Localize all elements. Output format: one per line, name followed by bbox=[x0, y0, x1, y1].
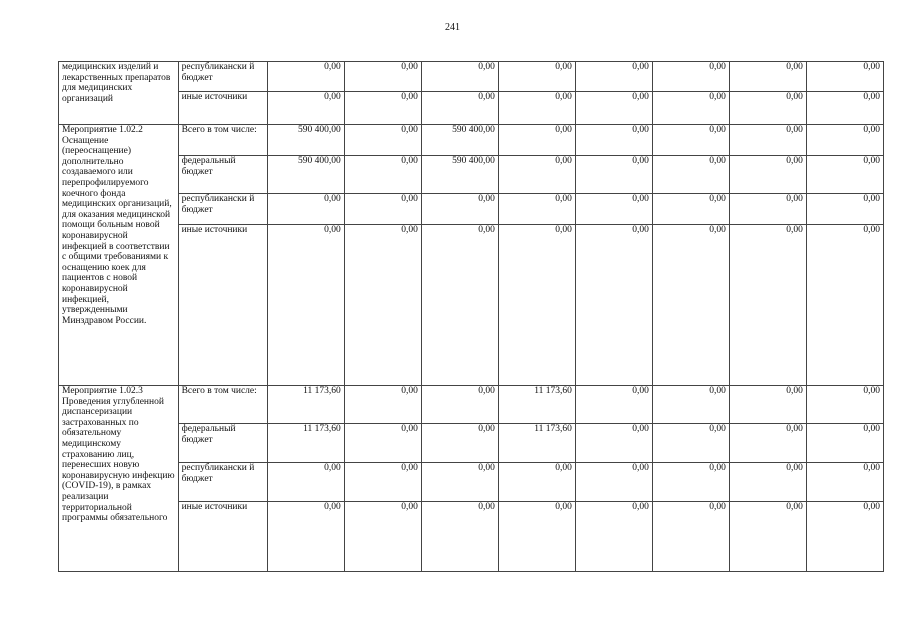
amount-cell: 590 400,00 bbox=[421, 156, 498, 194]
amount-cell: 0,00 bbox=[806, 225, 883, 386]
amount-cell: 0,00 bbox=[575, 386, 652, 424]
amount-cell: 0,00 bbox=[806, 62, 883, 92]
amount-cell: 0,00 bbox=[344, 386, 421, 424]
amount-cell: 0,00 bbox=[344, 424, 421, 463]
amount-cell: 0,00 bbox=[729, 194, 806, 225]
amount-cell: 0,00 bbox=[575, 92, 652, 125]
amount-cell: 0,00 bbox=[344, 62, 421, 92]
amount-cell: 0,00 bbox=[344, 502, 421, 572]
amount-cell: 0,00 bbox=[421, 502, 498, 572]
amount-cell: 0,00 bbox=[267, 463, 344, 502]
funding-source: Всего в том числе: bbox=[178, 386, 267, 424]
amount-cell: 0,00 bbox=[498, 125, 575, 156]
amount-cell: 0,00 bbox=[575, 62, 652, 92]
amount-cell: 0,00 bbox=[806, 424, 883, 463]
activity-description: Мероприятие 1.02.3 Проведения углубленной диспансеризации застрахованных по обязательному медицинскому страхованию лиц, перенесших новую коронавирусную инфекцию (COVID-19), в рамках реализации территориальной программы обязательного bbox=[59, 386, 179, 572]
amount-cell: 0,00 bbox=[652, 194, 729, 225]
amount-cell: 0,00 bbox=[575, 424, 652, 463]
amount-cell: 11 173,60 bbox=[498, 386, 575, 424]
table-row bbox=[59, 463, 884, 502]
table-row bbox=[59, 92, 884, 125]
table-row bbox=[59, 62, 884, 92]
amount-cell: 0,00 bbox=[421, 92, 498, 125]
amount-cell: 0,00 bbox=[652, 125, 729, 156]
amount-cell: 0,00 bbox=[421, 225, 498, 386]
amount-cell: 0,00 bbox=[806, 156, 883, 194]
amount-cell: 0,00 bbox=[729, 225, 806, 386]
amount-cell: 0,00 bbox=[729, 463, 806, 502]
amount-cell: 0,00 bbox=[498, 502, 575, 572]
amount-cell: 0,00 bbox=[652, 386, 729, 424]
amount-cell: 0,00 bbox=[729, 386, 806, 424]
amount-cell: 11 173,60 bbox=[267, 386, 344, 424]
table-row bbox=[59, 125, 884, 156]
amount-cell: 0,00 bbox=[421, 424, 498, 463]
amount-cell: 0,00 bbox=[344, 156, 421, 194]
amount-cell: 0,00 bbox=[498, 194, 575, 225]
amount-cell: 0,00 bbox=[806, 386, 883, 424]
amount-cell: 0,00 bbox=[806, 92, 883, 125]
funding-source: Всего в том числе: bbox=[178, 125, 267, 156]
amount-cell: 0,00 bbox=[267, 225, 344, 386]
amount-cell: 0,00 bbox=[498, 92, 575, 125]
amount-cell: 0,00 bbox=[652, 463, 729, 502]
amount-cell: 0,00 bbox=[575, 194, 652, 225]
amount-cell: 0,00 bbox=[421, 62, 498, 92]
amount-cell: 0,00 bbox=[421, 386, 498, 424]
amount-cell: 0,00 bbox=[575, 125, 652, 156]
activity-description: Мероприятие 1.02.2 Оснащение (переоснащение) дополнительно создаваемого или перепрофилируемого коечного фонда медицинских организаций, для оказания медицинской помощи больным новой коронавирусной инфекцией в соответствии с общими требованиями к оснащению коек для пациентов с новой коронавирусной инфекцией, утвержденными Минздравом России. bbox=[59, 125, 179, 386]
funding-source: республикански й бюджет bbox=[178, 463, 267, 502]
amount-cell: 0,00 bbox=[806, 463, 883, 502]
amount-cell: 0,00 bbox=[575, 225, 652, 386]
amount-cell: 0,00 bbox=[421, 463, 498, 502]
amount-cell: 11 173,60 bbox=[267, 424, 344, 463]
table-row bbox=[59, 156, 884, 194]
table-row bbox=[59, 194, 884, 225]
amount-cell: 0,00 bbox=[729, 62, 806, 92]
funding-source: республикански й бюджет bbox=[178, 194, 267, 225]
amount-cell: 590 400,00 bbox=[267, 156, 344, 194]
table-row bbox=[59, 424, 884, 463]
funding-source: иные источники bbox=[178, 225, 267, 386]
funding-source: иные источники bbox=[178, 92, 267, 125]
funding-source: федеральный бюджет bbox=[178, 424, 267, 463]
amount-cell: 0,00 bbox=[344, 463, 421, 502]
amount-cell: 0,00 bbox=[575, 156, 652, 194]
funding-source: республикански й бюджет bbox=[178, 62, 267, 92]
amount-cell: 590 400,00 bbox=[267, 125, 344, 156]
amount-cell: 0,00 bbox=[806, 502, 883, 572]
amount-cell: 0,00 bbox=[575, 463, 652, 502]
amount-cell: 590 400,00 bbox=[421, 125, 498, 156]
amount-cell: 0,00 bbox=[421, 194, 498, 225]
amount-cell: 0,00 bbox=[498, 463, 575, 502]
amount-cell: 0,00 bbox=[729, 92, 806, 125]
amount-cell: 0,00 bbox=[575, 502, 652, 572]
amount-cell: 0,00 bbox=[267, 194, 344, 225]
amount-cell: 0,00 bbox=[652, 156, 729, 194]
budget-table-body bbox=[59, 62, 884, 572]
activity-description: медицинских изделий и лекарственных препаратов для медицинских организаций bbox=[59, 62, 179, 125]
amount-cell: 0,00 bbox=[729, 502, 806, 572]
page-number: 241 bbox=[445, 22, 460, 33]
funding-source: федеральный бюджет bbox=[178, 156, 267, 194]
amount-cell: 0,00 bbox=[652, 502, 729, 572]
amount-cell: 0,00 bbox=[267, 502, 344, 572]
amount-cell: 0,00 bbox=[652, 225, 729, 386]
amount-cell: 0,00 bbox=[344, 125, 421, 156]
table-row bbox=[59, 386, 884, 424]
amount-cell: 0,00 bbox=[652, 92, 729, 125]
amount-cell: 0,00 bbox=[344, 194, 421, 225]
amount-cell: 0,00 bbox=[652, 424, 729, 463]
amount-cell: 0,00 bbox=[344, 225, 421, 386]
budget-table bbox=[58, 61, 884, 572]
amount-cell: 0,00 bbox=[267, 92, 344, 125]
amount-cell: 0,00 bbox=[729, 424, 806, 463]
amount-cell: 0,00 bbox=[267, 62, 344, 92]
amount-cell: 0,00 bbox=[498, 225, 575, 386]
amount-cell: 0,00 bbox=[806, 194, 883, 225]
amount-cell: 0,00 bbox=[652, 62, 729, 92]
table-row bbox=[59, 225, 884, 386]
amount-cell: 0,00 bbox=[344, 92, 421, 125]
amount-cell: 0,00 bbox=[498, 156, 575, 194]
amount-cell: 0,00 bbox=[498, 62, 575, 92]
funding-source: иные источники bbox=[178, 502, 267, 572]
amount-cell: 11 173,60 bbox=[498, 424, 575, 463]
amount-cell: 0,00 bbox=[729, 125, 806, 156]
amount-cell: 0,00 bbox=[729, 156, 806, 194]
amount-cell: 0,00 bbox=[806, 125, 883, 156]
table-row bbox=[59, 502, 884, 572]
